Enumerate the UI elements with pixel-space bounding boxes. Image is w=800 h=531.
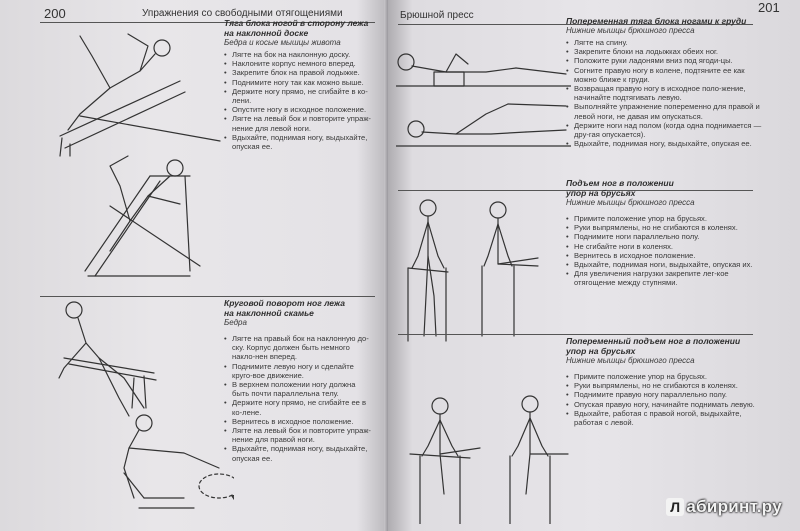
right-exercise2-block [566, 178, 766, 288]
exercise1-title-line1: Тяга блока ногой в сторону лежа [224, 18, 369, 28]
exercise1-step: • Лягте на бок на наклонную доску. [224, 50, 374, 59]
exercise1-step: • Вдыхайте, поднимая ногу, выдыхайте, опуская ее. [224, 133, 374, 151]
right-exercise2-steps [566, 214, 766, 288]
right-exercise2-step: • Примите положение упор на брусьях. [566, 214, 766, 223]
right-exercise2-title-line2: упор на брусьях [566, 188, 636, 198]
right-running-head: Брюшной пресс [400, 10, 474, 21]
incline-cable-side-raise-illustration [40, 26, 240, 296]
exercise1-muscles: Бедра и косые мышцы живота [224, 38, 341, 47]
right-exercise1-step: • Выполняйте упражнение попеременно для правой и левой ноги, не давая им опускаться. [566, 102, 766, 120]
parallel-bars-leg-raise-illustration [398, 196, 548, 346]
right-exercise1-step: • Вдыхайте, поднимая ногу, выдыхайте, опуская ее. [566, 139, 766, 148]
exercise2-step: • Лягте на правый бок на наклонную до-ску. Корпус должен быть немного накло-нен вперед. [224, 334, 374, 362]
exercise2-title-line1: Круговой поворот ног лежа [224, 298, 346, 308]
lying-cable-knee-pull-illustration [396, 34, 571, 159]
right-exercise1-step: • Возвращая правую ногу в исходное поло-жение, начинайте подтягивать левую. [566, 84, 766, 102]
exercise1-step: • Лягте на левый бок и повторите упраж-нение для левой ноги. [224, 114, 374, 132]
right-page [388, 0, 800, 531]
labirint-watermark [666, 497, 782, 517]
right-exercise2-step: • Не сгибайте ноги в коленях. [566, 242, 766, 251]
alternating-bar-leg-raise-illustration [400, 384, 575, 524]
right-exercise1-step: • Лягте на спину. [566, 38, 766, 47]
section-rule [40, 296, 375, 297]
exercise2-step: • Вернитесь в исходное положение. [224, 417, 374, 426]
right-exercise1-step: • Держите ноги над полом (когда одна поднимается — дру-гая опускается). [566, 121, 766, 139]
right-exercise2-title-line1: Подъем ног в положении [566, 178, 674, 188]
exercise2-steps [224, 334, 374, 463]
right-exercise1-steps [566, 38, 766, 148]
exercise1-block [224, 18, 374, 151]
left-page-number: 200 [44, 6, 66, 21]
right-exercise3-step: • Опуская правую ногу, начинайте поднимать левую. [566, 400, 766, 409]
right-exercise2-muscles: Нижние мышцы брюшного пресса [566, 198, 695, 207]
right-exercise3-step: • Вдыхайте, работая с правой ногой, выдыхайте, работая с левой. [566, 409, 766, 427]
exercise2-block [224, 298, 374, 463]
exercise1-title-line2: на наклонной доске [224, 28, 309, 38]
right-exercise1-step: • Согните правую ногу в колене, подтяните ее как можно ближе к груди. [566, 66, 766, 84]
right-exercise1-muscles: Нижние мышцы брюшного пресса [566, 26, 695, 35]
right-exercise1-step: • Закрепите блоки на лодыжках обеих ног. [566, 47, 766, 56]
right-page-number: 201 [758, 0, 780, 15]
exercise1-steps [224, 50, 374, 151]
exercise1-step: • Поднимите ногу так как можно выше. [224, 78, 374, 87]
right-exercise2-step: • Для увеличения нагрузки закрепите лег-кое отягощение между ступнями. [566, 269, 766, 287]
exercise2-step: • Лягте на левый бок и повторите упраж-нение для правой ноги. [224, 426, 374, 444]
right-exercise3-step: • Поднимите правую ногу параллельно полу. [566, 390, 766, 399]
exercise1-step: • Опустите ногу в исходное положение. [224, 105, 374, 114]
left-page [0, 0, 388, 531]
right-exercise3-steps [566, 372, 766, 427]
right-exercise3-title-line2: упор на брусьях [566, 346, 636, 356]
exercise1-step: • Наклоните корпус немного вперед. [224, 59, 374, 68]
exercise2-step: • Вдыхайте, поднимая ногу, выдыхайте, опуская ее. [224, 444, 374, 462]
right-exercise3-title-line1: Попеременный подъем ног в положении [566, 336, 741, 346]
right-exercise2-step: • Вернитесь в исходное положение. [566, 251, 766, 260]
right-exercise3-step: • Примите положение упор на брусьях. [566, 372, 766, 381]
right-exercise2-step: • Поднимите ноги параллельно полу. [566, 232, 766, 241]
right-exercise2-step: • Вдыхайте, поднимая ноги, выдыхайте, опуская их. [566, 260, 766, 269]
incline-leg-circle-illustration [44, 298, 234, 518]
right-exercise2-step: • Руки выпрямлены, но не сгибаются в коленях. [566, 223, 766, 232]
exercise1-step: • Держите ногу прямо, не сгибайте в ко-лени. [224, 87, 374, 105]
right-exercise3-block [566, 336, 766, 427]
section-rule [398, 334, 753, 335]
left-running-head: Упражнения со свободными отягощениями [142, 8, 343, 19]
right-exercise1-title: Попеременная тяга блока ногами к груди [566, 16, 747, 26]
right-exercise3-muscles: Нижние мышцы брюшного пресса [566, 356, 695, 365]
exercise2-muscles: Бедра [224, 318, 247, 327]
exercise2-step: • В верхнем положении ногу должна быть почти параллельна телу. [224, 380, 374, 398]
labirint-watermark-text: абиринт.ру [686, 497, 782, 516]
exercise2-title-line2: на наклонной скамье [224, 308, 314, 318]
exercise1-step: • Закрепите блок на правой лодыжке. [224, 68, 374, 77]
right-exercise1-block [566, 16, 766, 148]
right-exercise1-step: • Положите руки ладонями вниз под ягоди-цы. [566, 56, 766, 65]
right-exercise3-step: • Руки выпрямлены, но не сгибаются в коленях. [566, 381, 766, 390]
exercise2-step: • Держите ногу прямо, не сгибайте ее в ко-лене. [224, 398, 374, 416]
exercise2-step: • Поднимите левую ногу и сделайте круго-вое движение. [224, 362, 374, 380]
labirint-logo-icon: Л [666, 498, 684, 516]
